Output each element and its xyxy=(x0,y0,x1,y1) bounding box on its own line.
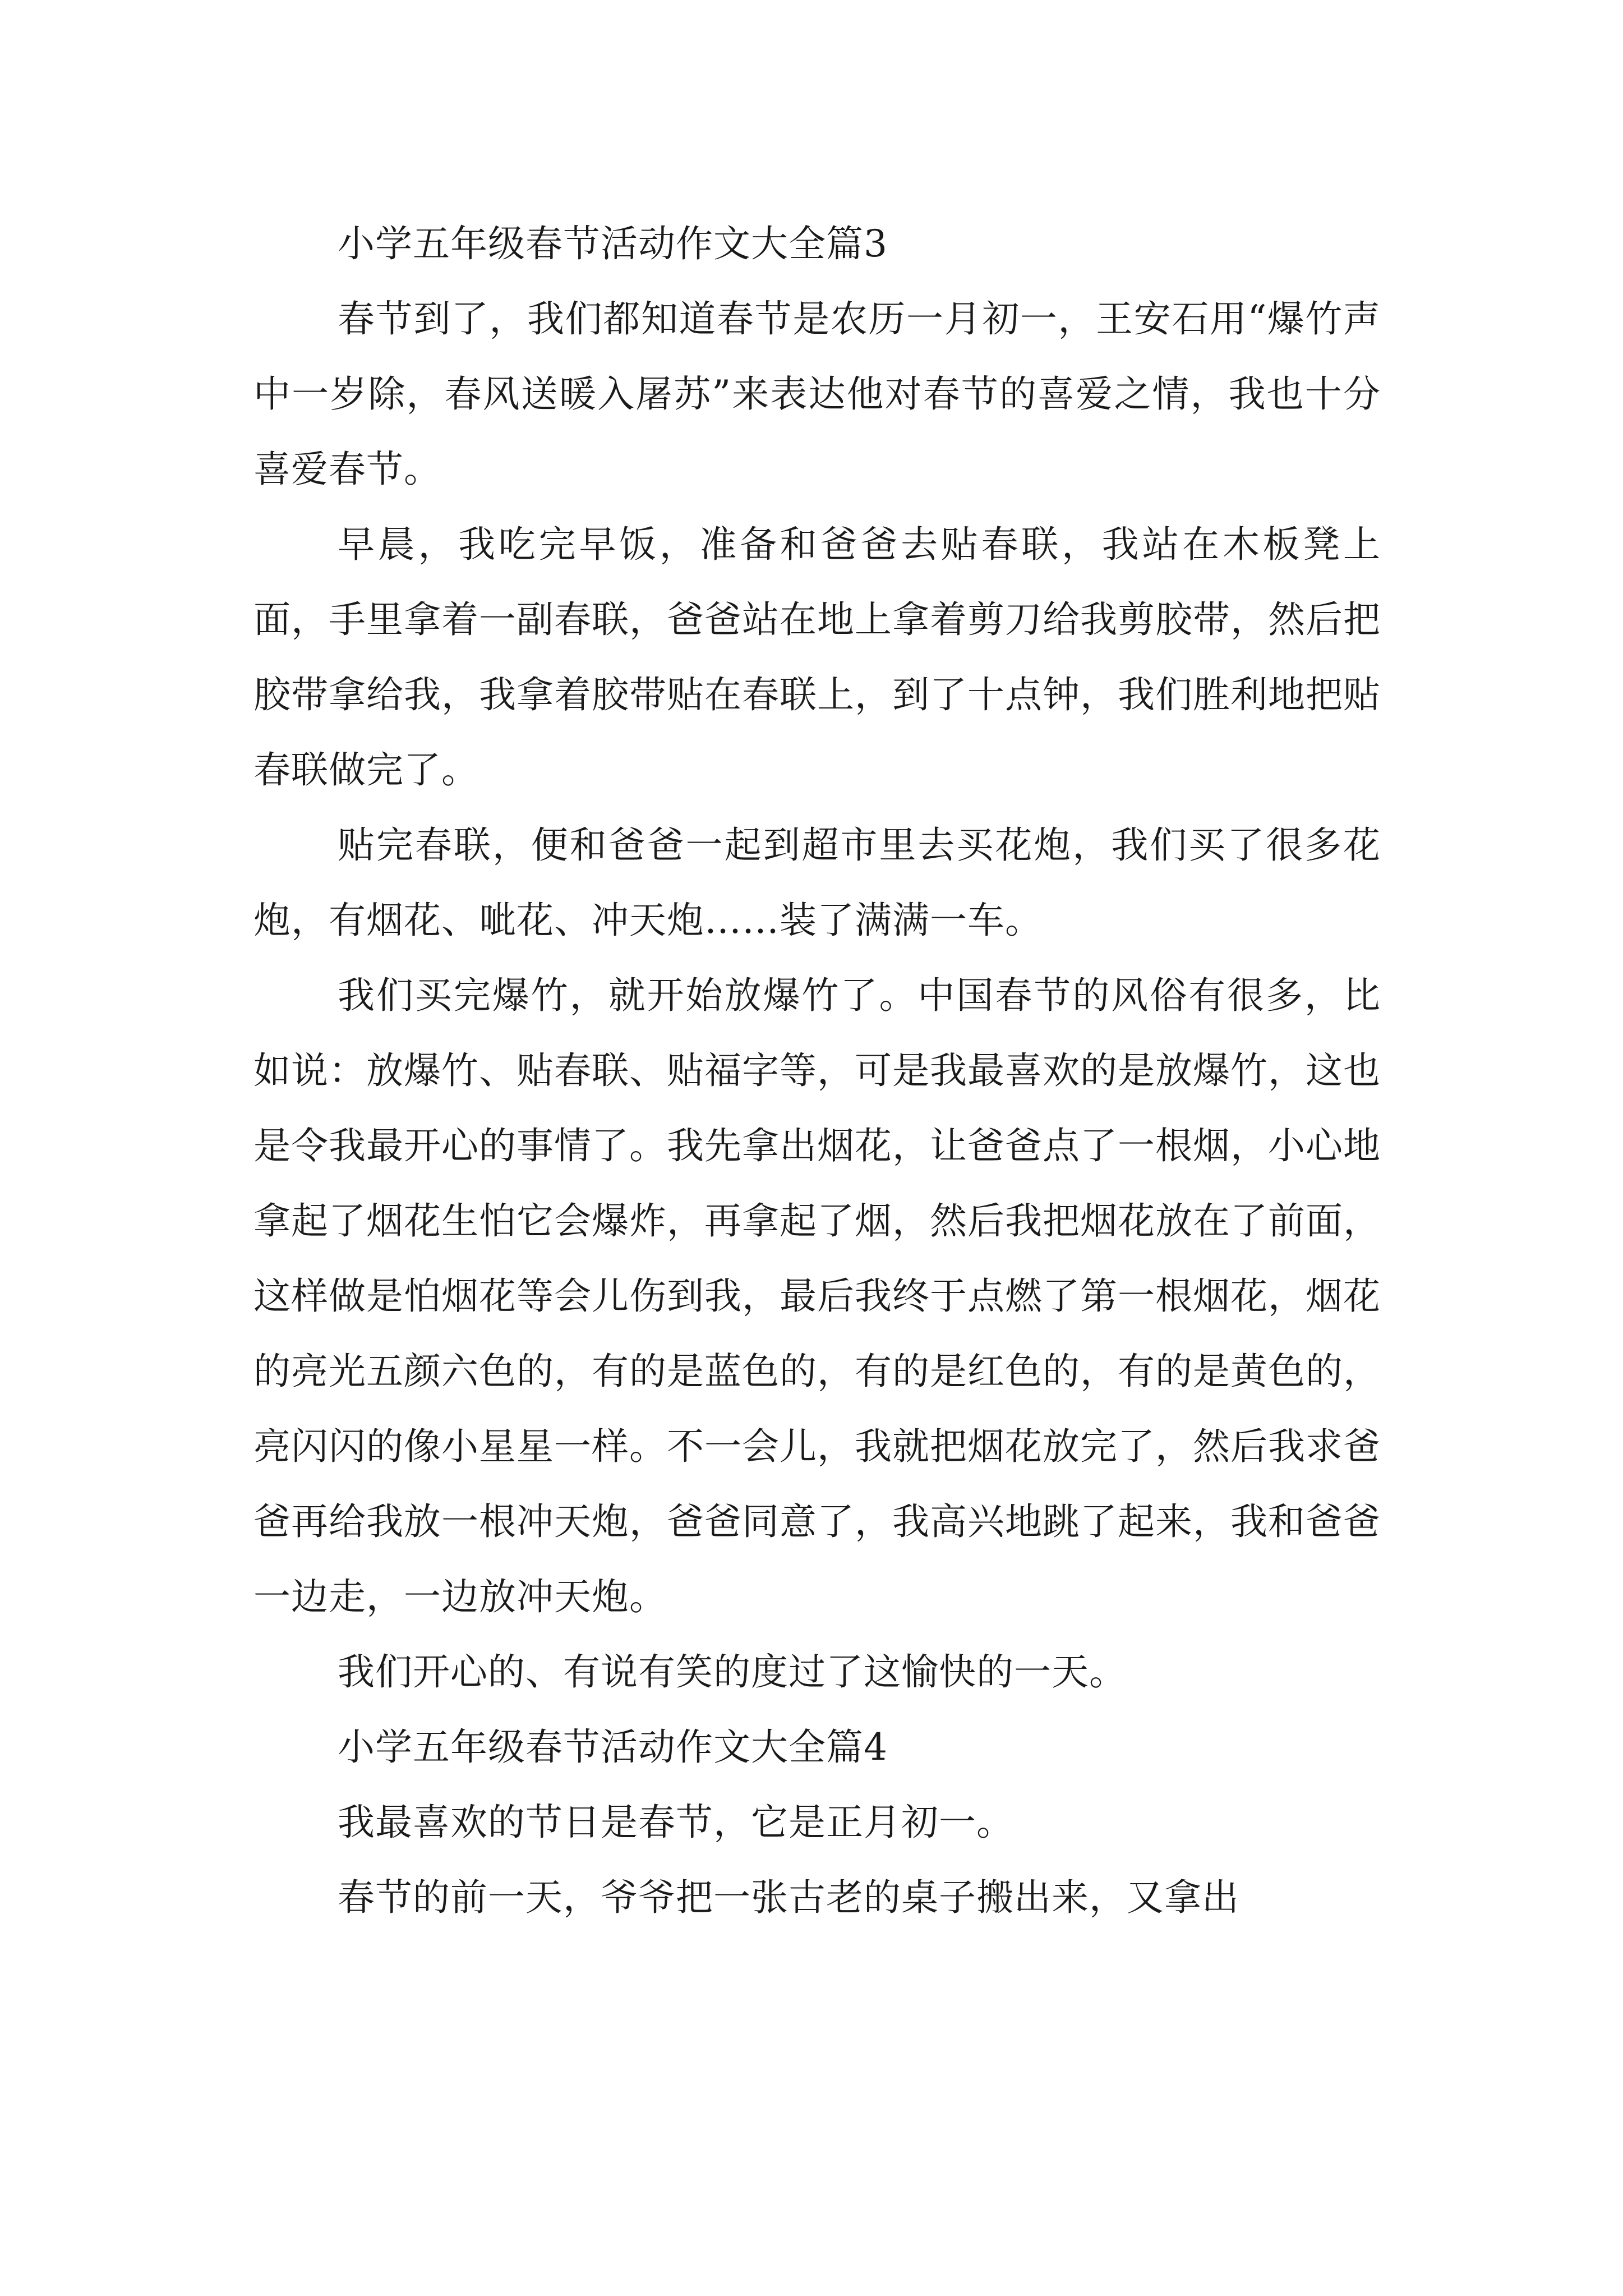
paragraph: 春节到了，我们都知道春节是农历一月初一，王安石用“爆竹声中一岁除，春风送暖入屠苏”来表达他对春节的喜爱之情，我也十分喜爱春节。 xyxy=(253,297,1381,491)
paragraph: 贴完春联，便和爸爸一起到超市里去买花炮，我们买了很多花炮，有烟花、呲花、冲天炮……装了满满一车。 xyxy=(253,823,1381,942)
paragraph: 春节的前一天，爷爷把一张古老的桌子搬出来，又拿出 xyxy=(338,1876,1239,1919)
section-heading-4: 小学五年级春节活动作文大全篇4 xyxy=(338,1726,888,1769)
document-body xyxy=(253,206,1381,1935)
paragraph: 我最喜欢的节日是春节，它是正月初一。 xyxy=(338,1801,1014,1844)
section-heading-3: 小学五年级春节活动作文大全篇3 xyxy=(338,222,888,265)
paragraph: 早晨，我吃完早饭，准备和爸爸去贴春联，我站在木板凳上面，手里拿着一副春联，爸爸站在地上拿着剪刀给我剪胶带，然后把胶带拿给我，我拿着胶带贴在春联上，到了十点钟，我们胜利地把贴春联做完了。 xyxy=(253,523,1381,792)
paragraph: 我们开心的、有说有笑的度过了这愉快的一天。 xyxy=(338,1650,1127,1694)
paragraph: 我们买完爆竹，就开始放爆竹了。中国春节的风俗有很多，比如说：放爆竹、贴春联、贴福字等，可是我最喜欢的是放爆竹，这也是令我最开心的事情了。我先拿出烟花，让爸爸点了一根烟，小心地拿起了烟花生怕它会爆炸，再拿起了烟，然后我把烟花放在了前面，这样做是怕烟花等会儿伤到我，最后我终于点燃了第一根烟花，烟花的亮光五颜六色的，有的是蓝色的，有的是红色的，有的是黄色的，亮闪闪的像小星星一样。不一会儿，我就把烟花放完了，然后我求爸爸再给我放一根冲天炮，爸爸同意了，我高兴地跳了起来，我和爸爸一边走，一边放冲天炮。 xyxy=(253,974,1381,1618)
